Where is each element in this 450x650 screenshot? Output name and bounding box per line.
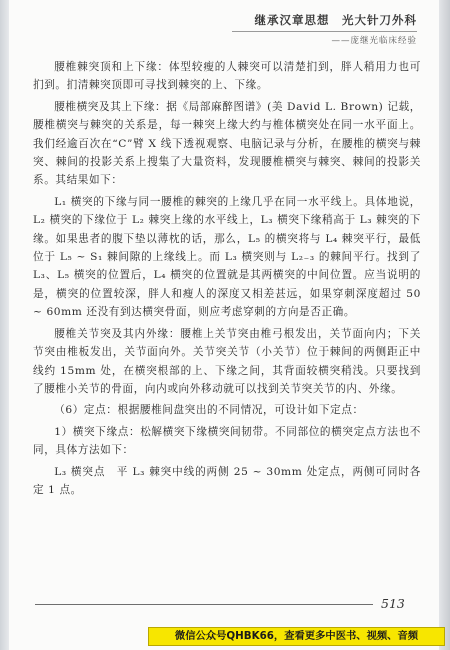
paragraph: （6）定点：根据腰椎间盘突出的不同情况，可设计如下定点： bbox=[54, 404, 364, 417]
header-title: 继承汉章思想 光大针刀外科 bbox=[254, 13, 417, 27]
paragraph: L₃ 横突点 平 L₃ 棘突中线的两侧 25 ~ 30mm 处定点，两侧可同时各定 1 点。 bbox=[33, 465, 421, 496]
paragraph: L₁ 横突的下缘与同一腰椎的棘突的上缘几乎在同一水平线上。具体地说，L₂ 横突的下缘位于 L₂ 棘突上缘的水平线上，L₃ 横突下缘稍高于 L₃ 棘突的下缘。如果患者的腹下垫以薄枕的话，那么，L₅ 的横突将与 L₄ 棘突平行，最低位于 L₅ ~ S₁ 棘间隙的上缘线上。而 L₃ 横突则与 L₂₋₃ 的棘间平行。找到了 L₃、L₅ 横突的位置后，L₄ 横突的位置就是其两横突的中间位置。应当说明的是，横突的位置较深，胖人和瘦人的深度又相差甚远，如果穿刺深度超过 50 ~ 60mm 还没有到达横突骨面，则应考虑穿刺的方向是否正确。 bbox=[33, 195, 421, 319]
running-header bbox=[232, 12, 417, 46]
book-page bbox=[9, 0, 439, 650]
paragraph: 腰椎横突及其上下缘：据《局部麻醉图谱》(美 David L. Brown) 记载，腰椎横突与棘突的关系是，每一棘突上缘大约与椎体横突处在同一水平面上。我们经逾百次在“C”臂 X 线下透视观察、电脑记录与分析，在腰椎的横突与棘突、棘间的投影关系上搜集了大量资料，发现腰椎横突与棘突、棘间的投影关系。其结果如下： bbox=[33, 100, 421, 187]
watermark-banner: 微信公众号QHBK66，查看更多中医书、视频、音频 bbox=[148, 627, 445, 646]
footer-rule bbox=[35, 604, 373, 605]
paragraph: 1）横突下缘点：松解横突下缘横突间韧带。不同部位的横突定点方法也不同，具体方法如下： bbox=[33, 425, 421, 457]
header-subtitle: ——庞继光临床经验 bbox=[331, 36, 417, 46]
header-rule bbox=[232, 31, 417, 32]
page-number: 513 bbox=[381, 596, 405, 611]
viewer-frame-right bbox=[439, 0, 450, 650]
paragraph: 腰椎关节突及其内外缘：腰椎上关节突由椎弓根发出，关节面向内；下关节突由椎板发出，关节面向外。关节突关节（小关节）位于棘间的两侧距正中线约 15mm 处，在横突根部的上、下缘之间，其背面较横突稍浅。只要找到了腰椎小关节的骨面，向内或向外移动就可以找到关节突关节的内、外缘。 bbox=[33, 327, 421, 395]
viewer-frame-left bbox=[0, 0, 9, 650]
paragraph: 腰椎棘突顶和上下缘：体型较瘦的人棘突可以清楚扪到，胖人稍用力也可扪到。扪清棘突顶即可寻找到棘突的上、下缘。 bbox=[33, 61, 421, 92]
body-text bbox=[33, 58, 421, 502]
